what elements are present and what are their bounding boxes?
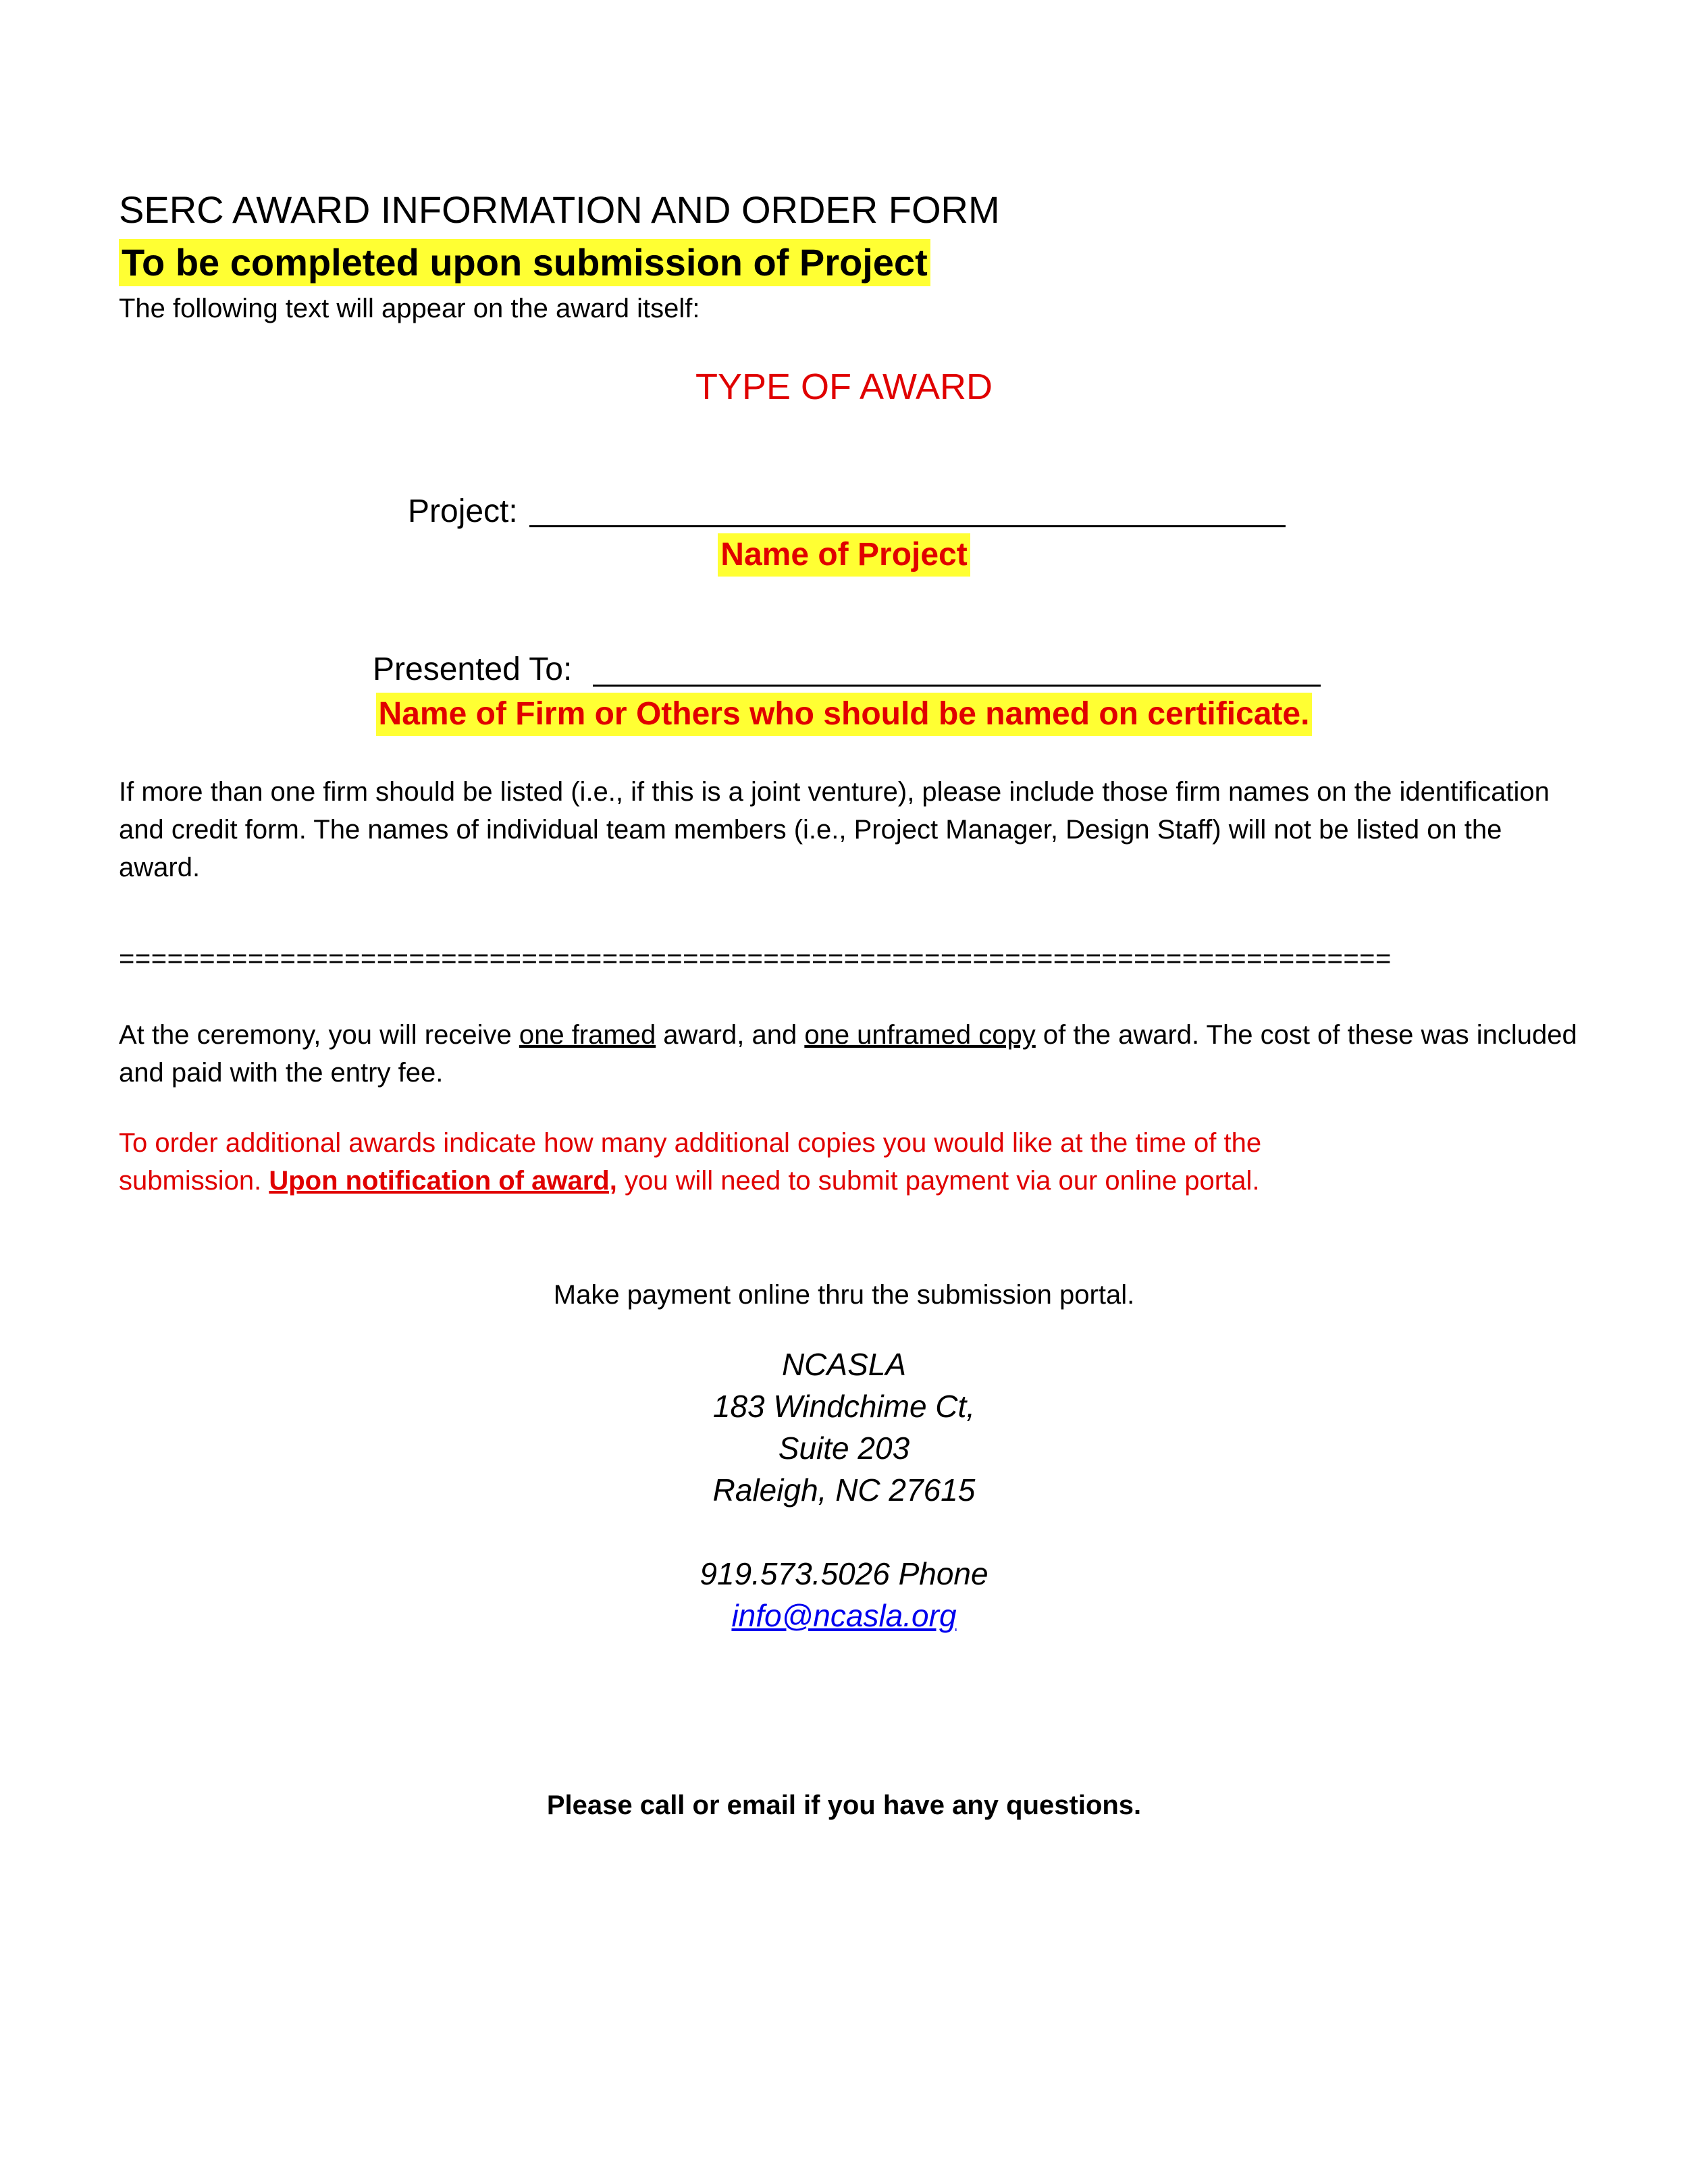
- order-text-1: To order additional awards indicate how many additional copies you would like at the time of the submission.: [119, 1128, 1262, 1196]
- mailing-address: [0, 1343, 1688, 1511]
- phone-suffix: Phone: [889, 1556, 988, 1591]
- closing-note: Please call or email if you have any questions.: [546, 1790, 1142, 1820]
- multi-firm-note: If more than one firm should be listed (i.e., if this is a joint venture), please include those firm names on the identification and credit form. The names of individual team members (i.e., Project Manager, Design Staff) will not be listed on the award.: [119, 777, 1550, 882]
- phone-line: [0, 1553, 1688, 1595]
- award-type-heading: TYPE OF AWARD: [695, 367, 993, 407]
- phone-number: 919.573.5026: [700, 1556, 890, 1591]
- presented-to-label: Presented To:: [373, 651, 573, 687]
- intro-text: The following text will appear on the award itself:: [119, 294, 700, 323]
- project-name-field[interactable]: [529, 525, 1286, 527]
- ceremony-text-2: award, and: [656, 1020, 805, 1050]
- order-note: [119, 1124, 1375, 1200]
- project-hint-wrap: [0, 533, 1688, 577]
- email-line: [0, 1595, 1688, 1636]
- section-separator: ===============================================================================: [119, 944, 1392, 974]
- presented-to-hint: Name of Firm or Others who should be named on certificate.: [376, 693, 1313, 736]
- suite: Suite 203: [778, 1431, 910, 1466]
- project-label: Project:: [408, 494, 518, 529]
- org-name: NCASLA: [781, 1347, 907, 1382]
- order-text-2: you will need to submit payment via our online portal.: [616, 1166, 1260, 1196]
- order-emphasis: Upon notification of award,: [269, 1166, 617, 1196]
- street-address: 183 Windchime Ct,: [712, 1389, 976, 1424]
- presented-to-field[interactable]: [593, 685, 1321, 687]
- ceremony-unframed: one unframed copy: [804, 1020, 1036, 1050]
- form-subtitle: To be completed upon submission of Project: [119, 239, 930, 286]
- ceremony-text-3: of the award. The cost of these was included and paid with the entry fee.: [119, 1020, 1577, 1088]
- email-link[interactable]: info@ncasla.org: [731, 1598, 957, 1633]
- project-hint: Name of Project: [718, 533, 970, 577]
- presented-hint-wrap: [0, 693, 1688, 736]
- ceremony-note: [119, 1016, 1577, 1092]
- ceremony-framed: one framed: [519, 1020, 656, 1050]
- payment-instruction: Make payment online thru the submission portal.: [553, 1280, 1135, 1310]
- city-state-zip: Raleigh, NC 27615: [712, 1472, 976, 1508]
- form-title: SERC AWARD INFORMATION AND ORDER FORM: [119, 188, 1000, 231]
- ceremony-text-1: At the ceremony, you will receive: [119, 1020, 519, 1050]
